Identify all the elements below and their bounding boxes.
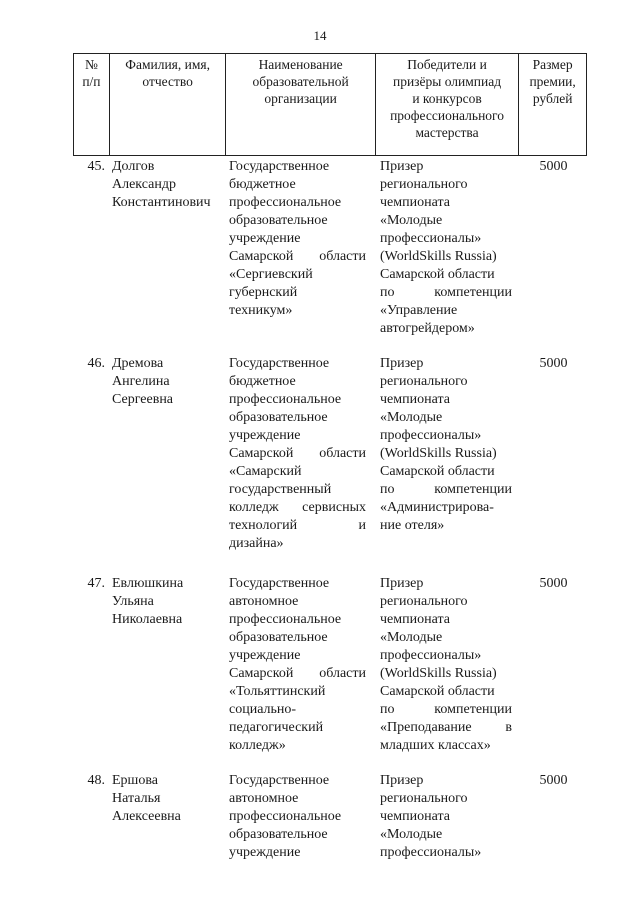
cell-line: социально- [229, 702, 297, 717]
cell-line: Самарской области [380, 464, 495, 479]
header-number [74, 54, 110, 155]
cell-line: по компетенции [380, 285, 512, 300]
cell-line: технологий и [229, 518, 366, 533]
cell-line: «Самарский [229, 464, 302, 479]
cell-line: Самарской области [229, 446, 366, 461]
cell-line: автономное [229, 791, 299, 806]
cell-line: чемпионата [380, 612, 450, 627]
award-description [376, 772, 520, 922]
cell-line: Самарской области [380, 684, 495, 699]
cell-line: Евлюшкина [112, 576, 184, 591]
cell-line: профессионалы» [380, 428, 482, 443]
cell-line: Самарской области [380, 267, 495, 282]
cell-line: «Тольяттинский [229, 684, 326, 699]
cell-line: Самарской области [229, 666, 366, 681]
cell-line: дизайна» [229, 536, 284, 551]
header-line: премии, [529, 74, 576, 89]
cell-line: Дремова [112, 356, 164, 371]
cell-line: Ульяна [112, 594, 154, 609]
cell-line: профессиональное [229, 809, 342, 824]
prize-amount: 5000 [539, 159, 568, 174]
cell-line: по компетенции [380, 702, 512, 717]
cell-line: образовательное [229, 213, 328, 228]
cell-line: профессиональное [229, 392, 342, 407]
header-line: мастерства [415, 125, 479, 140]
header-line: образовательной [252, 74, 349, 89]
cell-line: техникум» [229, 303, 293, 318]
cell-line: регионального [380, 594, 468, 609]
cell-line: Призер [380, 159, 424, 174]
row-number: 47. [87, 576, 105, 591]
prize-amount: 5000 [539, 356, 568, 371]
cell-line: профессионалы» [380, 845, 482, 860]
cell-line: чемпионата [380, 809, 450, 824]
cell-line: Александр [112, 177, 176, 192]
table-body [73, 158, 587, 922]
cell-line: государственный [229, 482, 332, 497]
cell-line: профессионалы» [380, 231, 482, 246]
cell-line: Ангелина [112, 374, 170, 389]
table-header [73, 53, 587, 156]
prize-amount: 5000 [539, 576, 568, 591]
cell-line: Самарской области [229, 249, 366, 264]
cell-line: по компетенции [380, 482, 512, 497]
cell-line: Государственное [229, 159, 330, 174]
header-line: № [84, 57, 98, 72]
cell-line: младших классах» [380, 738, 491, 753]
cell-line: бюджетное [229, 177, 296, 192]
header-line: организации [264, 91, 337, 106]
cell-line: автономное [229, 594, 299, 609]
cell-line: «Молодые [380, 827, 443, 842]
cell-line: Константинович [112, 195, 211, 210]
header-award [376, 54, 519, 155]
cell-line: Долгов [112, 159, 155, 174]
header-name [110, 54, 227, 155]
cell-line: регионального [380, 374, 468, 389]
cell-line: Призер [380, 356, 424, 371]
cell-line: бюджетное [229, 374, 296, 389]
organization-name [226, 158, 376, 355]
row-number: 48. [87, 773, 105, 788]
cell-line: Государственное [229, 356, 330, 371]
header-line: рублей [532, 91, 573, 106]
cell-line: учреждение [229, 231, 301, 246]
person-name [109, 772, 226, 922]
cell-line: Ершова [112, 773, 158, 788]
header-line: п/п [82, 74, 101, 89]
cell-line: образовательное [229, 410, 328, 425]
cell-line: Государственное [229, 773, 330, 788]
prize-amount: 5000 [539, 773, 568, 788]
cell-line: Призер [380, 773, 424, 788]
cell-line: «Администрирова- [380, 500, 494, 515]
cell-line: автогрейдером» [380, 321, 475, 336]
header-line: призёры олимпиад [392, 74, 502, 89]
person-name [109, 575, 226, 772]
organization-name [226, 575, 376, 772]
cell-line: (WorldSkills Russia) [380, 446, 497, 461]
table-row [73, 355, 587, 575]
header-line: отчество [142, 74, 193, 89]
cell-line: чемпионата [380, 392, 450, 407]
person-name [109, 355, 226, 575]
cell-line: профессионалы» [380, 648, 482, 663]
header-line: и конкурсов [412, 91, 482, 106]
award-description [376, 158, 520, 355]
header-organization [226, 54, 375, 155]
cell-line: чемпионата [380, 195, 450, 210]
table-row [73, 772, 587, 922]
cell-line: «Молодые [380, 630, 443, 645]
cell-line: Алексеевна [112, 809, 181, 824]
cell-line: образовательное [229, 827, 328, 842]
table-row [73, 575, 587, 772]
header-prize [519, 54, 586, 155]
cell-line: регионального [380, 177, 468, 192]
cell-line: Призер [380, 576, 424, 591]
cell-line: учреждение [229, 845, 301, 860]
person-name [109, 158, 226, 355]
cell-line: педагогический [229, 720, 324, 735]
header-line: Победители и [407, 57, 487, 72]
cell-line: «Преподавание в [380, 720, 512, 735]
cell-line: колледж сервисных [229, 500, 366, 515]
header-line: профессионального [390, 108, 504, 123]
page-number: 14 [313, 28, 327, 43]
cell-line: «Молодые [380, 213, 443, 228]
cell-line: профессиональное [229, 612, 342, 627]
header-line: Наименование [258, 57, 343, 72]
cell-line: губернский [229, 285, 298, 300]
cell-line: Наталья [112, 791, 161, 806]
table-row [73, 158, 587, 355]
header-line: Размер [532, 57, 573, 72]
cell-line: «Молодые [380, 410, 443, 425]
cell-line: «Сергиевский [229, 267, 313, 282]
cell-line: Сергеевна [112, 392, 174, 407]
cell-line: колледж» [229, 738, 286, 753]
row-number: 46. [87, 356, 105, 371]
cell-line: учреждение [229, 648, 301, 663]
cell-line: Николаевна [112, 612, 183, 627]
cell-line: «Управление [380, 303, 458, 318]
cell-line: образовательное [229, 630, 328, 645]
cell-line: (WorldSkills Russia) [380, 666, 497, 681]
award-description [376, 575, 520, 772]
row-number: 45. [87, 159, 105, 174]
award-description [376, 355, 520, 575]
organization-name [226, 355, 376, 575]
cell-line: учреждение [229, 428, 301, 443]
header-line: Фамилия, имя, [125, 57, 210, 72]
cell-line: Государственное [229, 576, 330, 591]
cell-line: ние отеля» [380, 518, 445, 533]
cell-line: регионального [380, 791, 468, 806]
organization-name [226, 772, 376, 922]
cell-line: (WorldSkills Russia) [380, 249, 497, 264]
cell-line: профессиональное [229, 195, 342, 210]
